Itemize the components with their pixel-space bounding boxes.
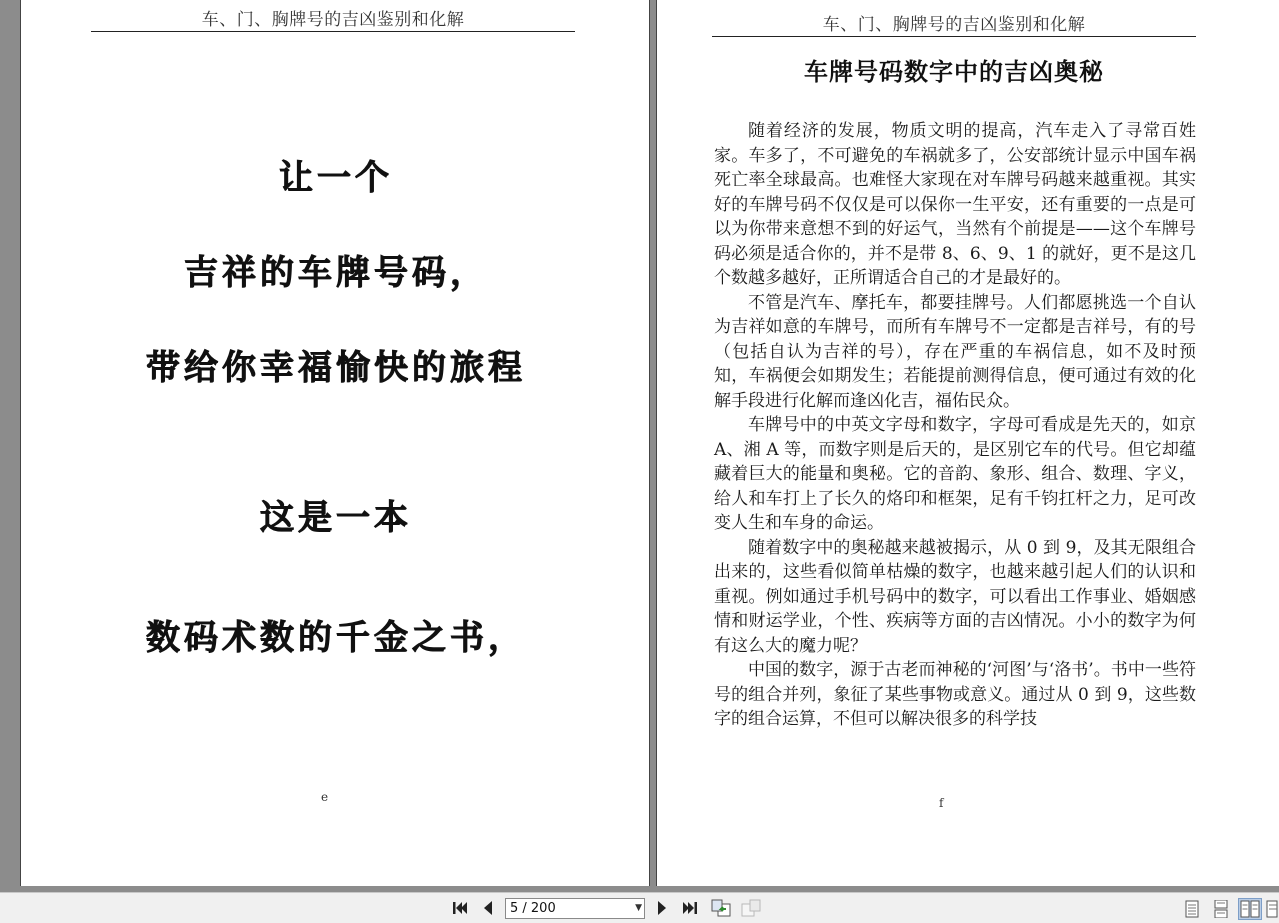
previous-page-button[interactable] [477, 898, 499, 918]
paragraph: 车牌号中的中英文字母和数字，字母可看成是先天的，如京 A、湘 A 等，而数字则是后天的，是区别它车的代号。但它却蕴藏着巨大的能量和奥秘。它的音韵、象形、组合、数理、字义，给人和车打上了长久的烙印和框架，足有千钧扛杆之力，足可改变人生和车身的命运。 [714, 415, 1196, 533]
header-rule [712, 36, 1196, 37]
slogan-line: 吉祥的车牌号码， [184, 253, 488, 293]
continuous-view-button[interactable] [1209, 898, 1233, 920]
page-number: f [939, 796, 944, 810]
last-page-button[interactable] [679, 898, 701, 918]
header-rule [91, 31, 575, 32]
continuous-view-icon [1213, 900, 1229, 918]
page-number-field[interactable] [505, 898, 645, 919]
chevron-down-icon[interactable]: ▼ [635, 903, 642, 913]
running-head: 车、门、胸牌号的吉凶鉴别和化解 [201, 10, 465, 30]
go-back-icon [710, 898, 732, 918]
navigation-toolbar [0, 892, 1279, 923]
previous-page-icon [481, 900, 495, 916]
chapter-title: 车牌号码数字中的吉凶奥秘 [804, 58, 1104, 86]
single-page-view-icon [1184, 900, 1200, 918]
last-page-icon [681, 900, 699, 916]
more-view-icon [1266, 900, 1278, 918]
slogan-line: 让一个 [279, 158, 393, 198]
single-page-view-button[interactable] [1180, 898, 1204, 920]
go-forward-button[interactable] [739, 898, 763, 918]
first-page-icon [451, 900, 469, 916]
paragraph: 随着数字中的奥秘越来越被揭示，从 0 到 9，及其无限组合出来的，这些看似简单枯燥的数字，也越来越引起人们的认识和重视。例如通过手机号码中的数字，可以看出工作事业、婚姻感情和财运学业，个性、疾病等方面的吉凶情况。小小的数字为何有这么大的魔力呢？ [714, 537, 1196, 656]
go-forward-icon [740, 898, 762, 918]
facing-pages-view-icon [1240, 900, 1260, 918]
more-view-button[interactable] [1266, 898, 1279, 920]
page-indicator: 5 / 200 [510, 901, 556, 916]
right-page [656, 0, 1279, 886]
paragraph: 中国的数字，源于古老而神秘的‘河图’与‘洛书’。书中一些符号的组合并列，象征了某些事物或意义。通过从 0 到 9，这些数字的组合运算，不但可以解决很多的科学技 [714, 660, 1196, 729]
paragraph: 随着经济的发展，物质文明的提高，汽车走入了寻常百姓家。车多了，不可避免的车祸就多了，公安部统计显示中国车祸死亡率全球最高。也难怪大家现在对车牌号码越来越重视。其实好的车牌号码不仅仅是可以保你一生平安，还有重要的一点是可以为你带来意想不到的好运气，当然有个前提是——这个车牌号码必须是适合你的，并不是带 8、6、9、1 的就好，更不是这几个数越多越好，正所谓适合自己的才是最好的。 [714, 121, 1196, 288]
left-page [20, 0, 650, 886]
next-page-button[interactable] [651, 898, 673, 918]
facing-pages-view-button[interactable] [1238, 898, 1262, 920]
body-text [714, 119, 1196, 732]
go-back-button[interactable] [709, 898, 733, 918]
page-number: e [321, 790, 329, 804]
running-head: 车、门、胸牌号的吉凶鉴别和化解 [822, 15, 1086, 35]
next-page-icon [655, 900, 669, 916]
first-page-button[interactable] [449, 898, 471, 918]
slogan-line: 数码术数的千金之书， [146, 618, 526, 658]
paragraph: 不管是汽车、摩托车，都要挂牌号。人们都愿挑选一个自认为吉祥如意的车牌号，而所有车牌号不一定都是吉祥号，有的号（包括自认为吉祥的号），存在严重的车祸信息，如不及时预知，车祸便会如期发生；若能提前测得信息，便可通过有效的化解手段进行化解而逢凶化吉，福佑民众。 [714, 292, 1196, 411]
slogan-line: 这是一本 [260, 498, 412, 538]
slogan-line: 带给你幸福愉快的旅程 [146, 348, 526, 388]
